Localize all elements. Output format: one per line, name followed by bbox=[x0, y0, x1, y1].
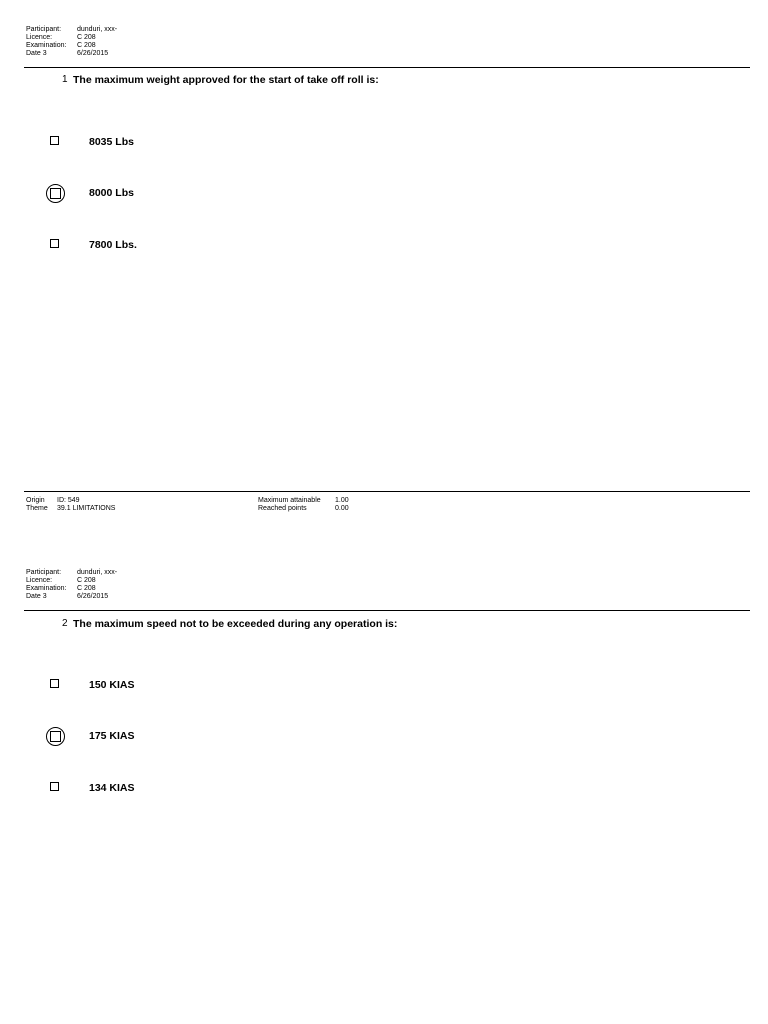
participant-value: dunduri, xxx- bbox=[77, 26, 118, 33]
date-label: Date 3 bbox=[26, 50, 47, 57]
exam-header-1 bbox=[26, 26, 117, 58]
examination-label: Examination: bbox=[26, 585, 67, 592]
answer-checkbox[interactable] bbox=[50, 782, 59, 791]
footer-divider bbox=[24, 491, 750, 492]
max-attainable-label: Maximum attainable bbox=[258, 497, 321, 504]
theme-value: 39.1 LIMITATIONS bbox=[57, 505, 116, 512]
question-footer-left bbox=[26, 497, 115, 513]
header-divider bbox=[24, 67, 750, 68]
licence-label: Licence: bbox=[26, 577, 53, 584]
reached-points-label: Reached points bbox=[258, 505, 307, 512]
answer-label: 7800 Lbs. bbox=[89, 239, 137, 251]
examination-value: C 208 bbox=[77, 585, 96, 592]
selected-answer-checkbox[interactable] bbox=[46, 727, 65, 746]
participant-value: dunduri, xxx- bbox=[77, 569, 118, 576]
max-attainable-value: 1.00 bbox=[335, 497, 349, 504]
question-number: 2 bbox=[62, 618, 68, 629]
licence-label: Licence: bbox=[26, 34, 53, 41]
date-label: Date 3 bbox=[26, 593, 47, 600]
examination-label: Examination: bbox=[26, 42, 67, 49]
theme-label: Theme bbox=[26, 505, 48, 512]
origin-value: ID: 549 bbox=[57, 497, 80, 504]
licence-value: C 208 bbox=[77, 577, 96, 584]
participant-label: Participant: bbox=[26, 569, 62, 576]
answer-label: 134 KIAS bbox=[89, 782, 135, 794]
date-value: 6/26/2015 bbox=[77, 50, 109, 57]
question-footer-right bbox=[258, 497, 349, 513]
date-value: 6/26/2015 bbox=[77, 593, 109, 600]
answer-label: 8000 Lbs bbox=[89, 187, 134, 199]
answer-label: 150 KIAS bbox=[89, 679, 135, 691]
answer-label: 175 KIAS bbox=[89, 730, 135, 742]
licence-value: C 208 bbox=[77, 34, 96, 41]
header-divider bbox=[24, 610, 750, 611]
question-text: The maximum speed not to be exceeded during any operation is: bbox=[73, 618, 398, 630]
answer-checkbox[interactable] bbox=[50, 679, 59, 688]
answer-label: 8035 Lbs bbox=[89, 136, 134, 148]
reached-points-value: 0.00 bbox=[335, 505, 349, 512]
exam-header-2 bbox=[26, 569, 117, 601]
selected-answer-checkbox[interactable] bbox=[46, 184, 65, 203]
participant-label: Participant: bbox=[26, 26, 62, 33]
answer-checkbox[interactable] bbox=[50, 239, 59, 248]
examination-value: C 208 bbox=[77, 42, 96, 49]
origin-label: Origin bbox=[26, 497, 45, 504]
question-text: The maximum weight approved for the start of take off roll is: bbox=[73, 74, 379, 86]
question-number: 1 bbox=[62, 74, 68, 85]
answer-checkbox[interactable] bbox=[50, 136, 59, 145]
